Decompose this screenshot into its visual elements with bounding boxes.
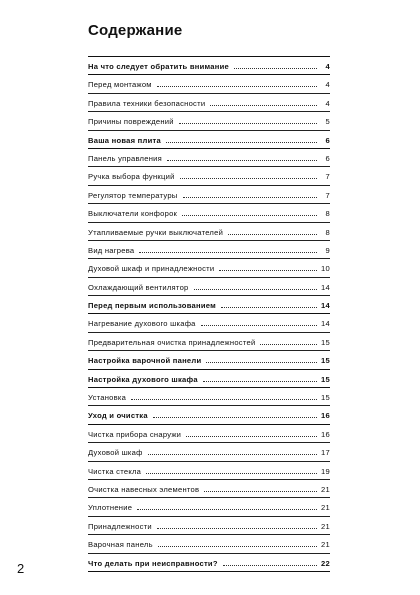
toc-entry-page: 15 [321, 393, 330, 403]
toc-entry-label: Ваша новая плита [88, 135, 161, 145]
toc-entry-page: 17 [321, 448, 330, 458]
toc-entry-label: Причины повреждений [88, 117, 174, 127]
dot-leader [167, 149, 317, 161]
dot-leader [137, 498, 317, 510]
dot-leader [228, 223, 317, 235]
toc-entry-label: Нагревание духового шкафа [88, 319, 196, 329]
toc-entry-label: Принадлежности [88, 521, 152, 531]
toc-entry[interactable] [88, 535, 330, 553]
toc-entry-page: 21 [321, 540, 330, 550]
toc-entry[interactable] [88, 517, 330, 535]
toc-entry-page: 16 [321, 411, 330, 421]
toc-entry-page: 21 [321, 503, 330, 513]
toc-entry-page: 4 [325, 80, 330, 90]
dot-leader [180, 167, 317, 179]
toc-entry[interactable] [88, 498, 330, 516]
toc-entry-label: Варочная панель [88, 540, 153, 550]
toc-entry-page: 6 [325, 135, 330, 145]
toc-entry[interactable] [88, 425, 330, 443]
page-title: Содержание [88, 22, 183, 39]
toc-entry[interactable] [88, 554, 330, 572]
dot-leader [219, 259, 317, 271]
dot-leader [153, 406, 317, 418]
toc-entry-page: 5 [325, 117, 330, 127]
toc-entry-label: Настройка варочной панели [88, 356, 202, 366]
dot-leader [148, 443, 317, 455]
toc-entry[interactable] [88, 204, 330, 222]
toc-entry-label: Духовой шкаф [88, 448, 143, 458]
toc-entry-label: Настройка духового шкафа [88, 374, 198, 384]
toc-entry-label: На что следует обратить внимание [88, 62, 229, 71]
toc-entry[interactable] [88, 351, 330, 369]
dot-leader [157, 75, 317, 87]
toc-entry-label: Что делать при неисправности? [88, 558, 218, 568]
toc-entry[interactable] [88, 388, 330, 406]
dot-leader [179, 112, 317, 124]
toc-entry[interactable] [88, 186, 330, 204]
toc-entry[interactable] [88, 112, 330, 130]
toc-entry[interactable] [88, 314, 330, 332]
toc-entry-page: 15 [321, 374, 330, 384]
dot-leader [166, 131, 317, 143]
toc-entry-page: 21 [321, 484, 330, 494]
toc-entry-page: 14 [321, 282, 330, 292]
toc-entry[interactable] [88, 443, 330, 461]
toc-entry-label: Вид нагрева [88, 245, 135, 255]
toc-entry[interactable] [88, 370, 330, 388]
dot-leader [139, 241, 317, 253]
toc-entry[interactable] [88, 462, 330, 480]
dot-leader [183, 186, 317, 198]
toc-entry-label: Выключатели конфорок [88, 209, 178, 219]
toc-entry[interactable] [88, 223, 330, 241]
toc-entry[interactable] [88, 94, 330, 112]
dot-leader [260, 333, 317, 345]
toc-entry-page: 4 [325, 62, 330, 71]
toc-entry-label: Установка [88, 393, 127, 403]
toc-entry-page: 14 [321, 319, 330, 329]
dot-leader [210, 94, 317, 106]
toc-entry[interactable] [88, 406, 330, 424]
toc-entry[interactable] [88, 75, 330, 93]
toc-entry-label: Регулятор температуры [88, 190, 178, 200]
toc-entry-page: 15 [321, 337, 330, 347]
toc-entry-label: Охлаждающий вентилятор [88, 282, 189, 292]
toc-entry-page: 21 [321, 521, 330, 531]
toc-entry-page: 19 [321, 466, 330, 476]
toc-entry[interactable] [88, 296, 330, 314]
toc-entry-label: Ручка выбора функций [88, 172, 175, 182]
toc-entry-label: Перед первым использованием [88, 301, 216, 311]
dot-leader [158, 535, 317, 547]
toc-entry-page: 4 [325, 98, 330, 108]
toc-entry-page: 7 [325, 190, 330, 200]
toc-entry-label: Предварительная очистка принадлежностей [88, 337, 256, 347]
toc-entry-label: Правила техники безопасности [88, 98, 206, 108]
toc-entry[interactable] [88, 278, 330, 296]
dot-leader [203, 370, 317, 382]
toc-entry-label: Утапливаемые ручки выключателей [88, 227, 224, 237]
dot-leader [221, 296, 317, 308]
dot-leader [234, 57, 317, 69]
toc-entry-label: Очистка навесных элементов [88, 484, 200, 494]
page-number: 2 [17, 561, 25, 576]
dot-leader [182, 204, 317, 216]
dot-leader [204, 480, 317, 492]
toc-entry-page: 8 [325, 209, 330, 219]
toc-entry-page: 7 [325, 172, 330, 182]
toc-entry[interactable] [88, 167, 330, 185]
toc-entry-page: 15 [321, 356, 330, 366]
toc-entry-label: Чистка прибора снаружи [88, 429, 182, 439]
toc-entry-label: Уход и очистка [88, 411, 148, 421]
toc-entry[interactable] [88, 333, 330, 351]
toc-entry-page: 8 [325, 227, 330, 237]
toc-entry[interactable] [88, 131, 330, 149]
toc-entry-page: 10 [321, 264, 330, 274]
dot-leader [186, 425, 317, 437]
toc-entry-page: 6 [325, 153, 330, 163]
toc-entry-label: Перед монтажом [88, 80, 152, 90]
toc-entry[interactable] [88, 259, 330, 277]
table-of-contents [88, 56, 330, 572]
toc-entry[interactable] [88, 149, 330, 167]
dot-leader [157, 517, 317, 529]
toc-entry-page: 16 [321, 429, 330, 439]
toc-entry-page: 14 [321, 301, 330, 311]
toc-entry[interactable] [88, 241, 330, 259]
toc-entry-label: Панель управления [88, 153, 163, 163]
dot-leader [223, 554, 317, 566]
toc-entry-page: 22 [321, 558, 330, 568]
toc-entry-label: Духовой шкаф и принадлежности [88, 264, 215, 274]
toc-entry[interactable] [88, 480, 330, 498]
dot-leader [201, 314, 317, 326]
toc-entry-label: Чистка стекла [88, 466, 142, 476]
toc-entry-page: 9 [325, 245, 330, 255]
toc-entry[interactable] [88, 57, 330, 75]
dot-leader [194, 278, 317, 290]
dot-leader [146, 462, 317, 474]
dot-leader [206, 351, 317, 363]
dot-leader [131, 388, 317, 400]
toc-entry-label: Уплотнение [88, 503, 133, 513]
